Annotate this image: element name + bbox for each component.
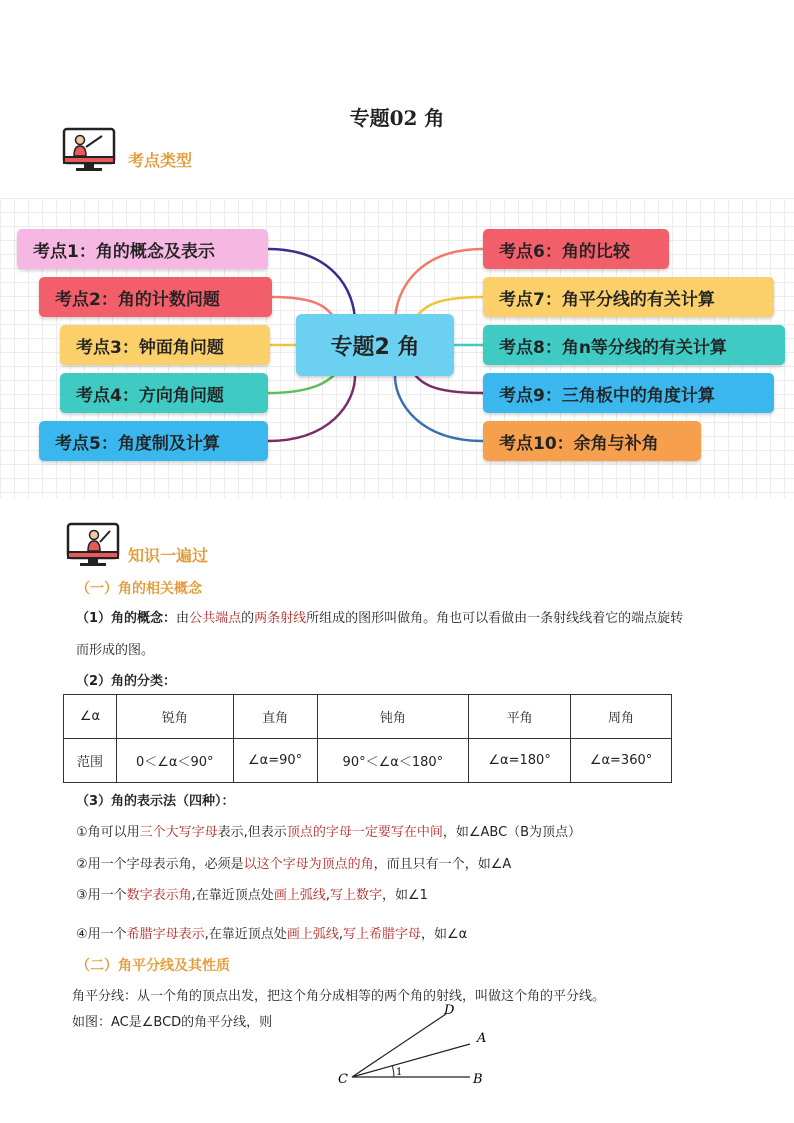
topic-node-5: 考点5：角度制及计算 bbox=[39, 421, 268, 461]
table-row bbox=[64, 695, 672, 739]
topic-node-1: 考点1：角的概念及表示 bbox=[17, 229, 268, 269]
notation-method-4: ④用一个希腊字母表示,在靠近顶点处画上弧线,写上希腊字母，如∠α bbox=[76, 927, 468, 942]
topic-node-9: 考点9：三角板中的角度计算 bbox=[483, 373, 774, 413]
section-heading-exam-points: 考点类型 bbox=[128, 151, 193, 170]
table-row bbox=[64, 739, 672, 783]
table-header-cell: 周角 bbox=[571, 695, 672, 739]
point-label-b: B bbox=[473, 1072, 483, 1087]
point-label-a: A bbox=[477, 1031, 487, 1046]
section-heading-knowledge: 知识一遍过 bbox=[128, 546, 209, 565]
teacher-board-icon bbox=[66, 522, 126, 568]
topic-node-2: 考点2：角的计数问题 bbox=[39, 277, 272, 317]
angle-bisector-figure bbox=[330, 1000, 500, 1095]
page-title: 专题02 角 bbox=[349, 106, 445, 130]
subsection-heading-angle-concepts: （一）角的相关概念 bbox=[76, 581, 202, 597]
topic-node-8: 考点8：角n等分线的有关计算 bbox=[483, 325, 785, 365]
table-cell: ∠α=180° bbox=[469, 739, 571, 783]
paragraph-figure-intro: 如图：AC是∠BCD的角平分线，则 bbox=[72, 1015, 273, 1030]
paragraph-angle-definition: （1）角的概念：由公共端点的两条射线所组成的图形叫做角。角也可以看做由一条射线线着它的端点旋转 bbox=[76, 611, 684, 626]
table-cell: ∠α=90° bbox=[233, 739, 317, 783]
paragraph-angle-notation: （3）角的表示法（四种）： bbox=[76, 794, 235, 809]
paragraph-angle-definition-line2: 而形成的图。 bbox=[76, 643, 155, 658]
table-cell: ∠α=360° bbox=[571, 739, 672, 783]
paragraph-bisector-definition: 角平分线：从一个角的顶点出发，把这个角分成相等的两个角的射线，叫做这个角的平分线。 bbox=[72, 989, 606, 1004]
teacher-board-icon bbox=[62, 127, 122, 173]
table-header-cell: 钝角 bbox=[317, 695, 469, 739]
topic-node-10: 考点10：余角与补角 bbox=[483, 421, 701, 461]
point-label-d: D bbox=[444, 1003, 455, 1018]
table-cell: 范围 bbox=[64, 739, 117, 783]
topic-node-6: 考点6：角的比较 bbox=[483, 229, 669, 269]
table-cell: 0＜∠α＜90° bbox=[116, 739, 233, 783]
mind-map bbox=[0, 198, 794, 498]
topic-node-7: 考点7：角平分线的有关计算 bbox=[483, 277, 774, 317]
table-cell: 90°＜∠α＜180° bbox=[317, 739, 469, 783]
topic-node-3: 考点3：钟面角问题 bbox=[60, 325, 270, 365]
subsection-heading-angle-bisector: （二）角平分线及其性质 bbox=[76, 958, 230, 974]
notation-method-2: ②用一个字母表示角，必须是以这个字母为顶点的角，而且只有一个，如∠A bbox=[76, 857, 512, 872]
angle-label-1: 1 bbox=[396, 1067, 403, 1078]
paragraph-angle-classification: （2）角的分类： bbox=[76, 674, 177, 689]
table-header-cell: 平角 bbox=[469, 695, 571, 739]
topic-node-4: 考点4：方向角问题 bbox=[60, 373, 268, 413]
angle-classification-table bbox=[63, 694, 672, 783]
table-header-cell: 锐角 bbox=[116, 695, 233, 739]
notation-method-1: ①角可以用三个大写字母表示,但表示顶点的字母一定要写在中间，如∠ABC（B为顶点） bbox=[76, 825, 582, 840]
notation-method-3: ③用一个数字表示角,在靠近顶点处画上弧线,写上数字，如∠1 bbox=[76, 888, 428, 903]
table-header-cell: 直角 bbox=[233, 695, 317, 739]
mind-map-center: 专题2 角 bbox=[296, 314, 454, 376]
table-header-cell: ∠α bbox=[64, 695, 117, 739]
point-label-c: C bbox=[338, 1072, 348, 1087]
